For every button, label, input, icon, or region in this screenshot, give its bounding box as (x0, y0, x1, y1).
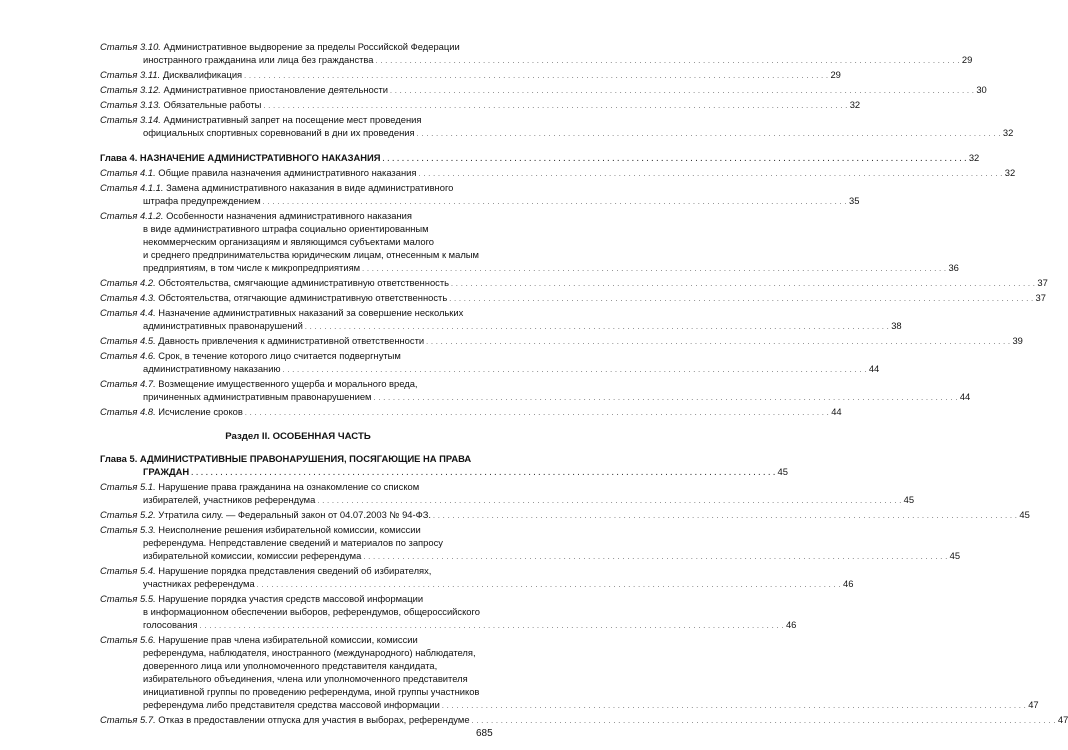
dot-leader: . . . . . . . . . . . . . . . . . . . . . . . . . . . . . . . . . . . . . . . . . . . . . . . . . . . . . . . . . . . . . . . . . . . . . . . . . . . . . . . . . . . . . . . . . . . . . . . . . . . . . . . . . . . . . . . . . . . . . . . . (375, 58, 960, 65)
entry-title: предприятиям, в том числе к микропредприятиям (143, 262, 361, 273)
entry-title: штрафа предупреждением (143, 195, 261, 206)
entry-page-number: 45 (903, 494, 915, 505)
dot-leader: . . . . . . . . . . . . . . . . . . . . . . . . . . . . . . . . . . . . . . . . . . . . . . . . . . . . . . . . . . . . . . . . . . . . . . . . . . . . . . . . . . . . . . . . . . . . . . . . . . . . . . . . . . . . . . . . . . . . . . . . (418, 171, 1003, 178)
entry-title: Обстоятельства, смягчающие административную ответственность (158, 277, 450, 288)
toc-entry[interactable] (100, 508, 1030, 523)
dot-leader: . . . . . . . . . . . . . . . . . . . . . . . . . . . . . . . . . . . . . . . . . . . . . . . . . . . . . . . . . . . . . . . . . . . . . . . . . . . . . . . . . . . . . . . . . . . . . . . . . . . . . . . . . . . . . . . . . . . . . . . . (416, 131, 1001, 138)
entry-title: инициативной группы по проведению референдума, иной группы участников (143, 686, 480, 697)
dot-leader: . . . . . . . . . . . . . . . . . . . . . . . . . . . . . . . . . . . . . . . . . . . . . . . . . . . . . . . . . . . . . . . . . . . . . . . . . . . . . . . . . . . . . . . . . . . . . . . . . . . . . . . . . . . . . . . . . . . . . . . . (199, 623, 784, 630)
entry-title: Особенности назначения административного наказания (166, 210, 412, 221)
entry-title: Административное выдворение за пределы Российской Федерации (163, 41, 460, 52)
entry-title: Обстоятельства, отягчающие административную ответственность (158, 292, 448, 303)
entry-page-number: 45 (1019, 509, 1030, 520)
entry-page-number: 39 (1012, 335, 1023, 346)
entry-title: Обязательные работы (163, 99, 262, 110)
toc-entry[interactable] (100, 480, 915, 508)
article-number: Статья 5.7. (100, 714, 156, 725)
dot-leader: . . . . . . . . . . . . . . . . . . . . . . . . . . . . . . . . . . . . . . . . . . . . . . . . . . . . . . . . . . . . . . . . . . . . . . . . . . . . . . . . . . . . . . . . . . . . . . . . . . . . . . . . . . . . . . . . . . . . . . . . (191, 470, 776, 477)
toc-entry[interactable] (100, 166, 1016, 181)
entry-title: Отказ в предоставлении отпуска для участия в выборах, референдуме (158, 714, 470, 725)
entry-title: Утратила силу. — Федеральный закон от 04.07.2003 № 94-ФЗ. (158, 509, 432, 520)
section-heading: Раздел II. ОСОБЕННАЯ ЧАСТЬ (225, 431, 371, 442)
dot-leader: . . . . . . . . . . . . . . . . . . . . . . . . . . . . . . . . . . . . . . . . . . . . . . . . . . . . . . . . . . . . . . . . . . . . . . . . . . . . . . . . . . . . . . . . . . . . . . . . . . . . . . . . . . . . . . . . . . . . . . . . (263, 103, 848, 110)
toc-entry[interactable] (100, 306, 902, 334)
dot-leader: . . . . . . . . . . . . . . . . . . . . . . . . . . . . . . . . . . . . . . . . . . . . . . . . . . . . . . . . . . . . . . . . . . . . . . . . . . . . . . . . . . . . . . . . . . . . . . . . . . . . . . . . . . . . . . . . . . . . . . . . (471, 718, 1056, 725)
entry-title: Исчисление сроков (158, 406, 243, 417)
dot-leader: . . . . . . . . . . . . . . . . . . . . . . . . . . . . . . . . . . . . . . . . . . . . . . . . . . . . . . . . . . . . . . . . . . . . . . . . . . . . . . . . . . . . . . . . . . . . . . . . . . . . . . . . . . . . . . . . . . . . . . . . (244, 73, 829, 80)
toc-entry[interactable] (100, 564, 854, 592)
entry-title: Глава 4. НАЗНАЧЕНИЕ АДМИНИСТРАТИВНОГО НАКАЗАНИЯ (100, 152, 381, 163)
entry-title: Общие правила назначения административного наказания (158, 167, 417, 178)
entry-title: Административное приостановление деятельности (163, 84, 388, 95)
entry-title: в информационном обеспечении выборов, референдумов, общероссийского (143, 606, 480, 617)
entry-page-number: 47 (1028, 699, 1039, 710)
article-number: Статья 5.4. (100, 565, 156, 576)
article-number: Статья 4.2. (100, 277, 156, 288)
toc-chapter[interactable] (100, 151, 980, 166)
article-number: Статья 3.13. (100, 99, 161, 110)
article-number: Статья 4.5. (100, 335, 156, 346)
entry-page-number: 32 (1004, 167, 1016, 178)
dot-leader: . . . . . . . . . . . . . . . . . . . . . . . . . . . . . . . . . . . . . . . . . . . . . . . . . . . . . . . . . . . . . . . . . . . . . . . . . . . . . . . . . . . . . . . . . . . . . . . . . . . . . . . . . . . . . . . . . . . . . . . . (433, 513, 1018, 520)
entry-title: референдума. Непредставление сведений и материалов по запросу (143, 537, 443, 548)
table-of-contents (100, 40, 1068, 728)
article-number: Статья 5.1. (100, 481, 156, 492)
entry-page-number: 36 (948, 262, 959, 273)
entry-title: некоммерческим организациям и являющимся субъектами малого (143, 236, 435, 247)
toc-entry[interactable] (100, 276, 1048, 291)
dot-leader: . . . . . . . . . . . . . . . . . . . . . . . . . . . . . . . . . . . . . . . . . . . . . . . . . . . . . . . . . . . . . . . . . . . . . . . . . . . . . . . . . . . . . . . . . . . . . . . . . . . . . . . . . . . . . . . . . . . . . . . . (363, 554, 948, 561)
toc-entry[interactable] (100, 377, 971, 405)
dot-leader: . . . . . . . . . . . . . . . . . . . . . . . . . . . . . . . . . . . . . . . . . . . . . . . . . . . . . . . . . . . . . . . . . . . . . . . . . . . . . . . . . . . . . . . . . . . . . . . . . . . . . . . . . . . . . . . . . . . . . . . . (373, 395, 958, 402)
toc-entry[interactable] (100, 523, 961, 564)
entry-title: иностранного гражданина или лица без гражданства (143, 54, 374, 65)
entry-page-number: 30 (976, 84, 987, 95)
toc-entry[interactable] (100, 633, 1039, 713)
entry-title: Неисполнение решения избирательной комиссии, комиссии (158, 524, 421, 535)
article-number: Статья 5.5. (100, 593, 156, 604)
entry-page-number: 38 (891, 320, 902, 331)
entry-title: административному наказанию (143, 363, 281, 374)
article-number: Статья 3.14. (100, 114, 161, 125)
article-number: Статья 4.1.1. (100, 182, 164, 193)
entry-title: Замена административного наказания в виде административного (166, 182, 454, 193)
toc-entry[interactable] (100, 40, 973, 68)
entry-page-number: 29 (961, 54, 973, 65)
entry-title: Назначение административных наказаний за совершение нескольких (158, 307, 464, 318)
dot-leader: . . . . . . . . . . . . . . . . . . . . . . . . . . . . . . . . . . . . . . . . . . . . . . . . . . . . . . . . . . . . . . . . . . . . . . . . . . . . . . . . . . . . . . . . . . . . . . . . . . . . . . . . . . . . . . . . . . . . . . . . (382, 156, 967, 163)
article-number: Статья 3.10. (100, 41, 161, 52)
entry-title: официальных спортивных соревнований в дни их проведения (143, 127, 415, 138)
entry-title: Давность привлечения к административной ответственности (158, 335, 425, 346)
dot-leader: . . . . . . . . . . . . . . . . . . . . . . . . . . . . . . . . . . . . . . . . . . . . . . . . . . . . . . . . . . . . . . . . . . . . . . . . . . . . . . . . . . . . . . . . . . . . . . . . . . . . . . . . . . . . . . . . . . . . . . . . (449, 296, 1034, 303)
entry-title: участниках референдума (143, 578, 255, 589)
dot-leader: . . . . . . . . . . . . . . . . . . . . . . . . . . . . . . . . . . . . . . . . . . . . . . . . . . . . . . . . . . . . . . . . . . . . . . . . . . . . . . . . . . . . . . . . . . . . . . . . . . . . . . . . . . . . . . . . . . . . . . . . (441, 703, 1027, 710)
entry-page-number: 29 (830, 69, 841, 80)
article-number: Статья 4.4. (100, 307, 156, 318)
dot-leader: . . . . . . . . . . . . . . . . . . . . . . . . . . . . . . . . . . . . . . . . . . . . . . . . . . . . . . . . . . . . . . . . . . . . . . . . . . . . . . . . . . . . . . . . . . . . . . . . . . . . . . . . . . . . . . . . . . . . . . . . (244, 410, 830, 417)
entry-title: Нарушение порядка представления сведений об избирателях, (158, 565, 432, 576)
entry-title: избирателей, участников референдума (143, 494, 316, 505)
entry-page-number: 37 (1037, 277, 1048, 288)
entry-page-number: 32 (968, 152, 980, 163)
entry-title: и среднего предпринимательства юридическим лицам, отнесенным к малым (143, 249, 479, 260)
entry-page-number: 32 (1002, 127, 1014, 138)
toc-entry[interactable] (100, 334, 1023, 349)
article-number: Статья 5.2. (100, 509, 156, 520)
toc-entry[interactable] (100, 181, 860, 209)
entry-title: Возмещение имущественного ущерба и морального вреда, (158, 378, 418, 389)
article-number: Статья 4.6. (100, 350, 156, 361)
toc-entry[interactable] (100, 98, 861, 113)
dot-leader: . . . . . . . . . . . . . . . . . . . . . . . . . . . . . . . . . . . . . . . . . . . . . . . . . . . . . . . . . . . . . . . . . . . . . . . . . . . . . . . . . . . . . . . . . . . . . . . . . . . . . . . . . . . . . . . . . . . . . . . . (317, 498, 902, 505)
article-number: Статья 5.3. (100, 524, 156, 535)
entry-page-number: 45 (949, 550, 961, 561)
article-number: Статья 4.1.2. (100, 210, 164, 221)
entry-title: Глава 5. АДМИНИСТРАТИВНЫЕ ПРАВОНАРУШЕНИЯ, ПОСЯГАЮЩИЕ НА ПРАВА (100, 453, 472, 464)
entry-title: Дисквалификация (162, 69, 243, 80)
dot-leader: . . . . . . . . . . . . . . . . . . . . . . . . . . . . . . . . . . . . . . . . . . . . . . . . . . . . . . . . . . . . . . . . . . . . . . . . . . . . . . . . . . . . . . . . . . . . . . . . . . . . . . . . . . . . . . . . . . . . . . . . (262, 199, 847, 206)
dot-leader: . . . . . . . . . . . . . . . . . . . . . . . . . . . . . . . . . . . . . . . . . . . . . . . . . . . . . . . . . . . . . . . . . . . . . . . . . . . . . . . . . . . . . . . . . . . . . . . . . . . . . . . . . . . . . . . . . . . . . . . . (282, 367, 867, 374)
article-number: Статья 4.7. (100, 378, 156, 389)
dot-leader: . . . . . . . . . . . . . . . . . . . . . . . . . . . . . . . . . . . . . . . . . . . . . . . . . . . . . . . . . . . . . . . . . . . . . . . . . . . . . . . . . . . . . . . . . . . . . . . . . . . . . . . . . . . . . . . . . . . . . . . . (362, 266, 947, 273)
entry-page-number: 45 (777, 466, 788, 477)
entry-title: референдума, наблюдателя, иностранного (международного) наблюдателя, (143, 647, 476, 658)
entry-page-number: 35 (849, 195, 860, 206)
page-number: 685 (476, 728, 493, 739)
entry-title: административных правонарушений (143, 320, 303, 331)
toc-entry[interactable] (100, 209, 959, 276)
entry-title: избирательной комиссии, комиссии референдума (143, 550, 362, 561)
entry-page-number: 44 (959, 391, 971, 402)
toc-entry[interactable] (100, 68, 841, 83)
article-number: Статья 3.11. (100, 69, 161, 80)
toc-entry[interactable] (100, 113, 1014, 141)
toc-entry[interactable] (100, 349, 880, 377)
entry-page-number: 46 (785, 619, 797, 630)
toc-entry[interactable] (100, 83, 987, 98)
dot-leader: . . . . . . . . . . . . . . . . . . . . . . . . . . . . . . . . . . . . . . . . . . . . . . . . . . . . . . . . . . . . . . . . . . . . . . . . . . . . . . . . . . . . . . . . . . . . . . . . . . . . . . . . . . . . . . . . . . . . . . . . (256, 582, 841, 589)
toc-entry[interactable] (100, 405, 842, 420)
dot-leader: . . . . . . . . . . . . . . . . . . . . . . . . . . . . . . . . . . . . . . . . . . . . . . . . . . . . . . . . . . . . . . . . . . . . . . . . . . . . . . . . . . . . . . . . . . . . . . . . . . . . . . . . . . . . . . . . . . . . . . . . (451, 281, 1036, 288)
entry-title: доверенного лица или уполномоченного представителя кандидата, (143, 660, 438, 671)
entry-title: ГРАЖДАН (143, 466, 190, 477)
entry-title: Нарушение порядка участия средств массовой информации (158, 593, 424, 604)
toc-entry[interactable] (100, 592, 797, 633)
dot-leader: . . . . . . . . . . . . . . . . . . . . . . . . . . . . . . . . . . . . . . . . . . . . . . . . . . . . . . . . . . . . . . . . . . . . . . . . . . . . . . . . . . . . . . . . . . . . . . . . . . . . . . . . . . . . . . . . . . . . . . . . (389, 88, 975, 95)
article-number: Статья 4.3. (100, 292, 156, 303)
entry-title: голосования (143, 619, 198, 630)
entry-page-number: 44 (831, 406, 842, 417)
entry-page-number: 32 (849, 99, 861, 110)
entry-title: избирательного объединения, члена или уполномоченного представителя (143, 673, 468, 684)
entry-title: в виде административного штрафа социально ориентированным (143, 223, 429, 234)
entry-page-number: 44 (868, 363, 880, 374)
toc-chapter[interactable] (100, 452, 788, 480)
dot-leader: . . . . . . . . . . . . . . . . . . . . . . . . . . . . . . . . . . . . . . . . . . . . . . . . . . . . . . . . . . . . . . . . . . . . . . . . . . . . . . . . . . . . . . . . . . . . . . . . . . . . . . . . . . . . . . . . . . . . . . . . (426, 339, 1011, 346)
entry-title: Срок, в течение которого лицо считается подвергнутым (158, 350, 401, 361)
article-number: Статья 5.6. (100, 634, 156, 645)
entry-title: референдума либо представителя средства массовой информации (143, 699, 440, 710)
entry-title: Нарушение прав члена избирательной комиссии, комиссии (158, 634, 418, 645)
article-number: Статья 4.1. (100, 167, 156, 178)
dot-leader: . . . . . . . . . . . . . . . . . . . . . . . . . . . . . . . . . . . . . . . . . . . . . . . . . . . . . . . . . . . . . . . . . . . . . . . . . . . . . . . . . . . . . . . . . . . . . . . . . . . . . . . . . . . . . . . . . . . . . . . . (304, 324, 890, 331)
entry-title: причиненных административным правонарушением (143, 391, 372, 402)
toc-entry[interactable] (100, 291, 1046, 306)
entry-page-number: 37 (1035, 292, 1046, 303)
entry-page-number: 46 (843, 578, 854, 589)
entry-title: Нарушение права гражданина на ознакомление со списком (158, 481, 420, 492)
toc-entry[interactable] (100, 713, 1068, 728)
entry-page-number: 47 (1057, 714, 1068, 725)
article-number: Статья 4.8. (100, 406, 156, 417)
entry-title: Административный запрет на посещение мест проведения (163, 114, 422, 125)
article-number: Статья 3.12. (100, 84, 161, 95)
